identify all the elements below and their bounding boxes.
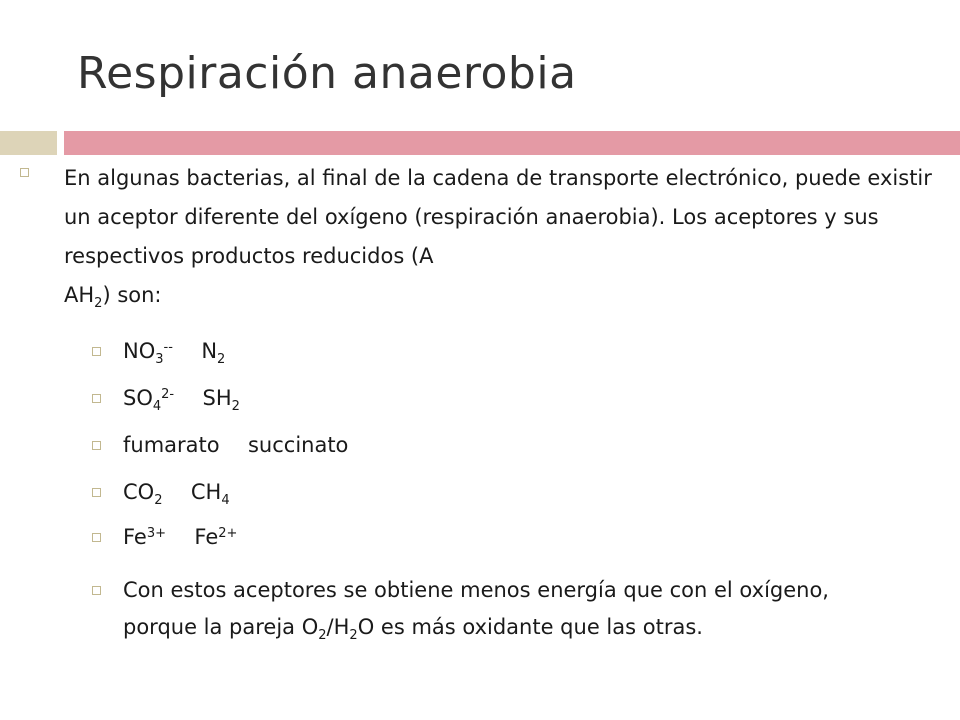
accent-bar-right: [64, 131, 960, 155]
subscript: 2: [154, 493, 163, 509]
bullet-icon: [92, 533, 101, 542]
bullet-icon: [92, 488, 101, 497]
subscript: 2: [318, 628, 327, 644]
superscript: 2-: [161, 386, 175, 402]
bullet-icon: [92, 394, 101, 403]
list-item: [123, 427, 348, 464]
subscript: 2: [231, 399, 240, 415]
slide-title: Respiración anaerobia: [77, 48, 577, 99]
reactant: Fe: [123, 525, 147, 549]
product: CH: [190, 480, 222, 504]
reactant: CO: [123, 480, 155, 504]
list-item: [123, 474, 230, 514]
conclusion-paragraph: [123, 572, 883, 649]
bullet-icon: [92, 586, 101, 595]
list-item: [123, 380, 240, 420]
reactant: fumarato: [123, 433, 227, 457]
reactant: NO: [123, 339, 156, 363]
list-item: [123, 333, 225, 373]
superscript: 2+: [218, 525, 238, 541]
product: Fe: [194, 525, 219, 549]
subscript: 4: [221, 493, 230, 509]
ah-subscript: 2: [94, 296, 103, 312]
bullet-icon: [92, 347, 101, 356]
ah-prefix: AH: [64, 283, 95, 307]
subscript: 3: [155, 352, 164, 368]
conclusion-text: Con estos aceptores se obtiene menos energía que con el oxígeno, porque la pareja O: [123, 578, 829, 639]
bullet-icon: [20, 168, 29, 177]
list-item: [123, 519, 237, 559]
accent-bar-left: [0, 131, 57, 155]
reactant: SO: [123, 386, 153, 410]
subscript: 2: [349, 628, 358, 644]
conclusion-text: /H: [326, 615, 350, 639]
conclusion-text: O es más oxidante que las otras.: [357, 615, 703, 639]
superscript: 3+: [146, 525, 167, 541]
subscript: 2: [217, 352, 226, 368]
bullet-icon: [92, 441, 101, 450]
product: SH: [202, 386, 232, 410]
intro-paragraph: [64, 159, 944, 318]
superscript: --: [163, 339, 173, 355]
product: N: [201, 339, 218, 363]
product: succinato: [241, 433, 349, 457]
intro-text: En algunas bacterias, al final de la cadena de transporte electrónico, puede existir un aceptor diferente del oxígeno (respiración anaerobia). Los aceptores y sus respectivos productos reducidos (A: [64, 166, 932, 268]
subscript: 4: [152, 399, 162, 415]
intro-end: ) son:: [102, 283, 162, 307]
